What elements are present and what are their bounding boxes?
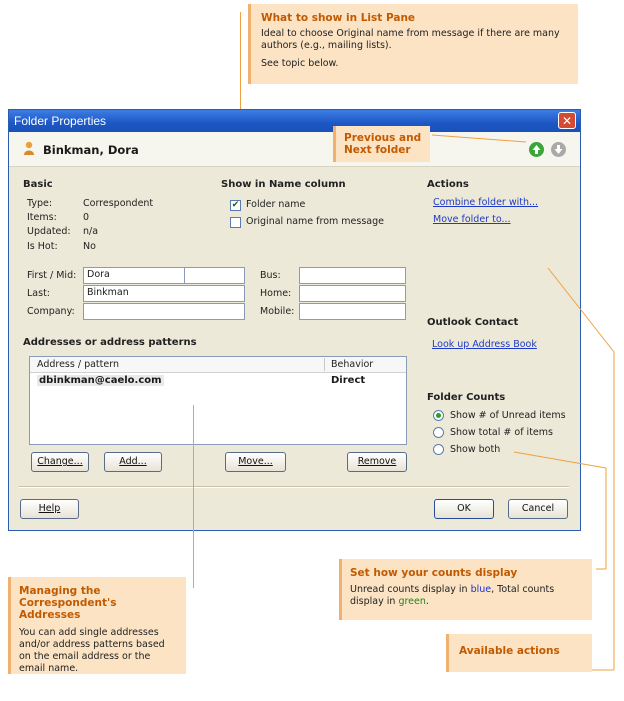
addresses-callout [8, 577, 186, 674]
home-label: Home: [260, 288, 292, 299]
prev-next-callout-title-1: Previous and [344, 132, 422, 144]
ok-button[interactable]: OK [434, 499, 494, 519]
counts-callout [339, 559, 592, 620]
address-behavior-cell: Direct [331, 375, 366, 386]
column-divider [324, 358, 325, 371]
folder-counts-heading: Folder Counts [427, 392, 506, 403]
prev-next-callout [333, 126, 430, 162]
home-phone-field[interactable] [299, 285, 406, 302]
move-folder-link[interactable]: Move folder to... [433, 214, 511, 225]
radio-total[interactable] [433, 427, 444, 438]
counts-text-after: . [425, 596, 429, 607]
column-header-behavior[interactable]: Behavior [331, 359, 374, 370]
addresses-heading: Addresses or address patterns [23, 337, 197, 348]
addresses-callout-title-1: Managing the [19, 585, 101, 597]
dialog-title: Folder Properties [14, 114, 107, 128]
addresses-callout-title-2: Correspondent's Addresses [19, 597, 117, 621]
remove-button[interactable]: Remove [347, 452, 407, 472]
addresses-callout-text: You can add single addresses and/or address patterns based on the email address or the email name. [19, 627, 165, 674]
type-label: Type: [27, 198, 53, 209]
company-field[interactable] [83, 303, 245, 320]
name-column-heading: Show in Name column [221, 179, 346, 190]
next-folder-button[interactable] [551, 142, 566, 157]
counts-text-before: Unread counts display in [350, 584, 471, 595]
folder-properties-dialog [8, 109, 581, 531]
prev-next-callout-title-2: Next folder [344, 144, 411, 156]
first-mid-label: First / Mid: [27, 270, 77, 281]
arrow-down-icon [551, 142, 566, 157]
counts-blue-word: blue [470, 584, 492, 595]
counts-connector [510, 450, 620, 575]
type-value: Correspondent [83, 198, 154, 209]
mobile-phone-field[interactable] [299, 303, 406, 320]
original-name-option-label: Original name from message [246, 216, 384, 227]
radio-total-label: Show total # of items [450, 427, 553, 438]
counts-callout-title: Set how your counts display [350, 567, 518, 579]
counts-callout-text [350, 584, 584, 608]
is-hot-label: Is Hot: [27, 241, 58, 252]
folder-name: Binkman, Dora [43, 143, 139, 157]
folder-name-option-label: Folder name [246, 199, 306, 210]
items-value: 0 [83, 212, 90, 223]
last-name-field[interactable]: Binkman [83, 285, 245, 302]
move-button[interactable]: Move... [225, 452, 286, 472]
bus-phone-field[interactable] [299, 267, 406, 284]
actions-callout [446, 634, 592, 672]
radio-both[interactable] [433, 444, 444, 455]
updated-value: n/a [83, 226, 99, 237]
first-name-field[interactable]: Dora [83, 267, 185, 284]
dialog-titlebar[interactable] [9, 110, 580, 132]
items-label: Items: [27, 212, 57, 223]
combine-folder-link[interactable]: Combine folder with... [433, 197, 539, 208]
middle-name-field[interactable] [184, 267, 245, 284]
close-icon: ✕ [561, 114, 573, 128]
list-pane-callout-text: Ideal to choose Original name from message if there are many authors (e.g., mailing lists). [261, 28, 560, 51]
list-pane-callout [248, 4, 578, 84]
is-hot-value: No [83, 241, 96, 252]
basic-heading: Basic [23, 179, 53, 190]
folder-name-checkbox[interactable]: ✔ [231, 200, 240, 210]
person-icon [23, 141, 35, 156]
close-button[interactable] [558, 112, 576, 129]
addresses-list[interactable] [29, 356, 407, 445]
actions-heading: Actions [427, 179, 469, 190]
previous-folder-button[interactable] [529, 142, 544, 157]
prev-next-connector [430, 132, 530, 148]
footer-divider [19, 486, 569, 488]
bus-label: Bus: [260, 270, 281, 281]
last-label: Last: [27, 288, 50, 299]
list-pane-callout-title: What to show in List Pane [261, 12, 416, 24]
counts-green-word: green [398, 596, 426, 607]
mobile-label: Mobile: [260, 306, 295, 317]
original-name-checkbox[interactable] [230, 217, 241, 228]
column-header-pattern[interactable]: Address / pattern [37, 359, 119, 370]
outlook-contact-heading: Outlook Contact [427, 317, 519, 328]
add-button[interactable]: Add... [104, 452, 162, 472]
lookup-address-book-link[interactable]: Look up Address Book [432, 339, 537, 350]
addresses-connector [193, 405, 194, 588]
company-label: Company: [27, 306, 75, 317]
radio-unread[interactable] [433, 410, 444, 421]
cancel-button[interactable]: Cancel [508, 499, 568, 519]
change-button[interactable]: Change... [31, 452, 89, 472]
address-pattern-cell: dbinkman@caelo.com [39, 375, 162, 386]
updated-label: Updated: [27, 226, 71, 237]
help-button[interactable]: Help [20, 499, 79, 519]
arrow-up-icon [529, 142, 544, 157]
radio-both-label: Show both [450, 444, 501, 455]
list-pane-callout-text-2: See topic below. [261, 58, 339, 69]
table-row[interactable] [35, 375, 401, 389]
counts-text-middle: , Total counts display in [350, 584, 555, 607]
actions-callout-title: Available actions [459, 645, 560, 657]
radio-unread-label: Show # of Unread items [450, 410, 566, 421]
